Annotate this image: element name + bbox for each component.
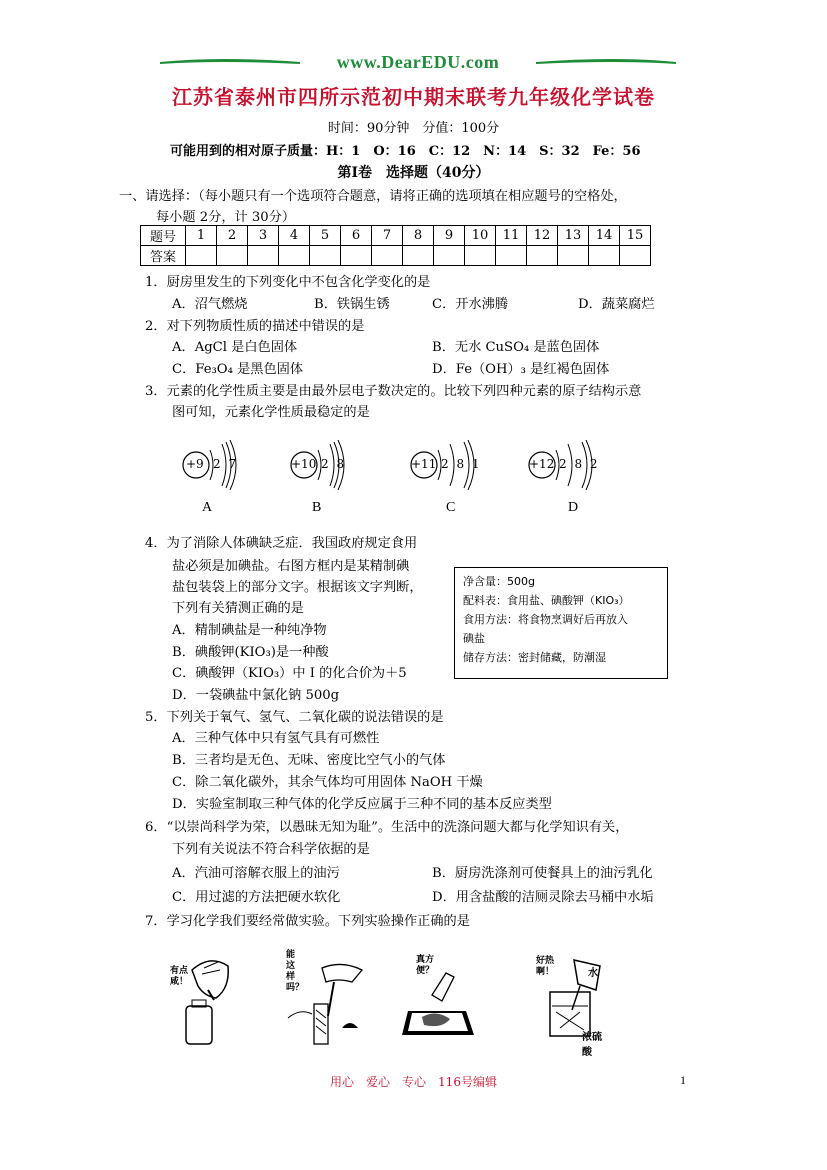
smell-drawing (170, 948, 260, 1048)
answer-cell[interactable] (248, 246, 279, 266)
electron-shells: 2 8 (321, 457, 347, 471)
question-number-cell: 3 (248, 226, 279, 246)
answer-cell[interactable] (620, 246, 651, 266)
pic4-caption: 好热啊！ (536, 956, 555, 977)
electron-shells: 2 8 1 (441, 457, 482, 471)
question-number-cell: 12 (527, 226, 558, 246)
answer-cell[interactable] (403, 246, 434, 266)
answer-table (140, 225, 651, 266)
q4-stem: 4．为了消除人体碘缺乏症．我国政府规定食用 (145, 536, 418, 551)
q4-option-a: A．精制碘盐是一种纯净物 (172, 623, 327, 638)
nucleus-charge: +12 (529, 457, 555, 471)
q4-stem-4: 下列有关猜测正确的是 (172, 601, 304, 616)
page-number: 1 (680, 1073, 686, 1087)
atom-diagram-c (408, 440, 498, 490)
nucleus-charge: +11 (411, 457, 437, 471)
question-number-cell: 10 (465, 226, 496, 246)
answer-cell[interactable] (372, 246, 403, 266)
q6-option-c: C．用过滤的方法把硬水软化 (172, 890, 341, 905)
atom-diagram-d (526, 440, 616, 490)
q2-option-a: A．AgCl 是白色固体 (172, 340, 298, 355)
q4-option-d: D．一袋碘盐中氯化钠 500g (172, 688, 340, 703)
salt-label-box (454, 567, 668, 679)
question-number-cell: 6 (341, 226, 372, 246)
question-number-cell: 8 (403, 226, 434, 246)
question-number-cell: 4 (279, 226, 310, 246)
storage: 储存方法：密封储藏，防潮湿 (463, 651, 606, 664)
q4-stem-3: 盐包装袋上的部分文字。根据该文字判断， (172, 580, 423, 595)
nucleus-charge: +9 (186, 457, 204, 471)
exam-time: 时间：90分钟 分值：100分 (327, 121, 500, 136)
q2-option-c: C．Fe₃O₄ 是黑色固体 (172, 362, 304, 377)
q2-option-b: B．无水 CuSO₄ 是蓝色固体 (432, 340, 600, 355)
site-url[interactable]: www.DearEDU.com (336, 52, 500, 72)
section-instruction-2: 每小题 2分，计 30分） (156, 210, 296, 225)
answer-cell[interactable] (310, 246, 341, 266)
atomic-mass-line: 可能用到的相对原子质量：H：1 O：16 C：12 N：14 S：32 Fe：56 (170, 144, 641, 159)
question-number-cell: 7 (372, 226, 403, 246)
part-title: 第Ⅰ卷 选择题（40分） (337, 165, 490, 181)
question-number-cell: 11 (496, 226, 527, 246)
q4-stem-2: 盐必须是加碘盐。右图方框内是某精制碘 (172, 559, 410, 574)
atom-label-b: B (312, 500, 322, 515)
experiment-solid-illustration (402, 955, 492, 1045)
atom-label-c: C (446, 500, 456, 515)
table-header-cell: 题号 (141, 226, 186, 246)
question-number-cell: 9 (434, 226, 465, 246)
q6-stem: 6．“以崇尚科学为荣，以愚昧无知为耻”。生活中的洗涤问题大都与化学知识有关， (145, 820, 629, 835)
experiment-smell-illustration (170, 948, 260, 1038)
q5-stem: 5．下列关于氧气、氢气、二氧化碳的说法错误的是 (145, 710, 444, 725)
q5-option-a: A．三种气体中只有氢气具有可燃性 (172, 731, 380, 746)
electron-shells: 2 7 (213, 457, 239, 471)
atom-label-d: D (568, 500, 579, 515)
table-answer-label: 答案 (141, 246, 186, 266)
section-instruction: 一、请选择：（每小题只有一个选项符合题意，请将正确的选项填在相应题号的空格处， (119, 189, 627, 204)
question-number-cell: 14 (589, 226, 620, 246)
q1-stem: 1．厨房里发生的下列变化中不包含化学变化的是 (145, 275, 431, 290)
site-banner (160, 50, 676, 80)
q7-stem: 7．学习化学我们要经常做实验。下列实验操作正确的是 (145, 914, 470, 929)
q2-stem: 2．对下列物质性质的描述中错误的是 (145, 319, 365, 334)
answer-cell[interactable] (279, 246, 310, 266)
ingredients: 配料表：食用盐、碘酸钾（KIO₃） (463, 594, 630, 607)
pic4-acid-label: 浓硫酸 (582, 1032, 602, 1058)
net-content: 净含量：500g (463, 575, 535, 588)
answer-cell[interactable] (465, 246, 496, 266)
answer-cell[interactable] (527, 246, 558, 266)
atom-diagram-b (288, 440, 378, 490)
answer-cell[interactable] (186, 246, 217, 266)
q2-option-d: D．Fe（OH）₃ 是红褐色固体 (432, 362, 610, 377)
usage: 食用方法：将食物烹调好后再放入 (463, 613, 628, 626)
atom-diagram-a (180, 440, 270, 490)
exam-title: 江苏省泰州市四所示范初中期末联考九年级化学试卷 (172, 85, 655, 109)
pic4-water-label: 水 (588, 968, 598, 979)
pic2-caption: 能这样吗？ (286, 950, 305, 993)
question-number-cell: 1 (186, 226, 217, 246)
question-number-cell: 2 (217, 226, 248, 246)
q5-option-c: C．除二氧化碳外，其余气体均可用固体 NaOH 干燥 (172, 775, 483, 790)
answer-cell[interactable] (434, 246, 465, 266)
q6-option-b: B．厨房洗涤剂可使餐具上的油污乳化 (432, 866, 653, 881)
electron-shells: 2 8 2 (559, 457, 600, 471)
answer-table-header-row (141, 226, 651, 246)
answer-cell[interactable] (558, 246, 589, 266)
q3-stem-2: 图可知，元素化学性质最稳定的是 (172, 405, 370, 420)
footer-text: 用心 爱心 专心 116号编辑 (330, 1075, 497, 1089)
question-number-cell: 5 (310, 226, 341, 246)
answer-cell[interactable] (341, 246, 372, 266)
question-number-cell: 13 (558, 226, 589, 246)
q1-option-b: B．铁锅生锈 (314, 297, 390, 312)
solid-drawing (402, 955, 482, 1045)
q3-stem: 3．元素的化学性质主要是由最外层电子数决定的。比较下列四种元素的原子结构示意 (145, 384, 642, 399)
pic3-caption: 真方便？ (416, 955, 435, 976)
q6-option-d: D．用含盐酸的洁厕灵除去马桶中水垢 (432, 890, 654, 905)
q6-option-a: A．汽油可溶解衣服上的油污 (172, 866, 340, 881)
pic1-caption: 有点咸！ (170, 966, 189, 987)
answer-cell[interactable] (589, 246, 620, 266)
q1-option-d: D．蔬菜腐烂 (578, 297, 655, 312)
q1-option-c: C．开水沸腾 (432, 297, 509, 312)
question-number-cell: 15 (620, 226, 651, 246)
q5-option-b: B．三者均是无色、无味、密度比空气小的气体 (172, 753, 446, 768)
answer-table-answer-row (141, 246, 651, 266)
usage-cont: 碘盐 (463, 632, 485, 645)
q4-option-b: B．碘酸钾(KIO₃)是一种酸 (172, 645, 329, 660)
q5-option-d: D．实验室制取三种气体的化学反应属于三种不同的基本反应类型 (172, 797, 552, 812)
answer-cell[interactable] (496, 246, 527, 266)
q4-option-c: C．碘酸钾（KIO₃）中 I 的化合价为＋5 (172, 666, 407, 681)
nucleus-charge: +10 (291, 457, 317, 471)
q1-option-a: A．沼气燃烧 (172, 297, 248, 312)
q6-stem-2: 下列有关说法不符合科学依据的是 (172, 842, 370, 857)
experiment-dropper-illustration (282, 948, 372, 1038)
answer-cell[interactable] (217, 246, 248, 266)
atom-label-a: A (202, 500, 213, 515)
experiment-dilution-illustration (520, 950, 610, 1058)
